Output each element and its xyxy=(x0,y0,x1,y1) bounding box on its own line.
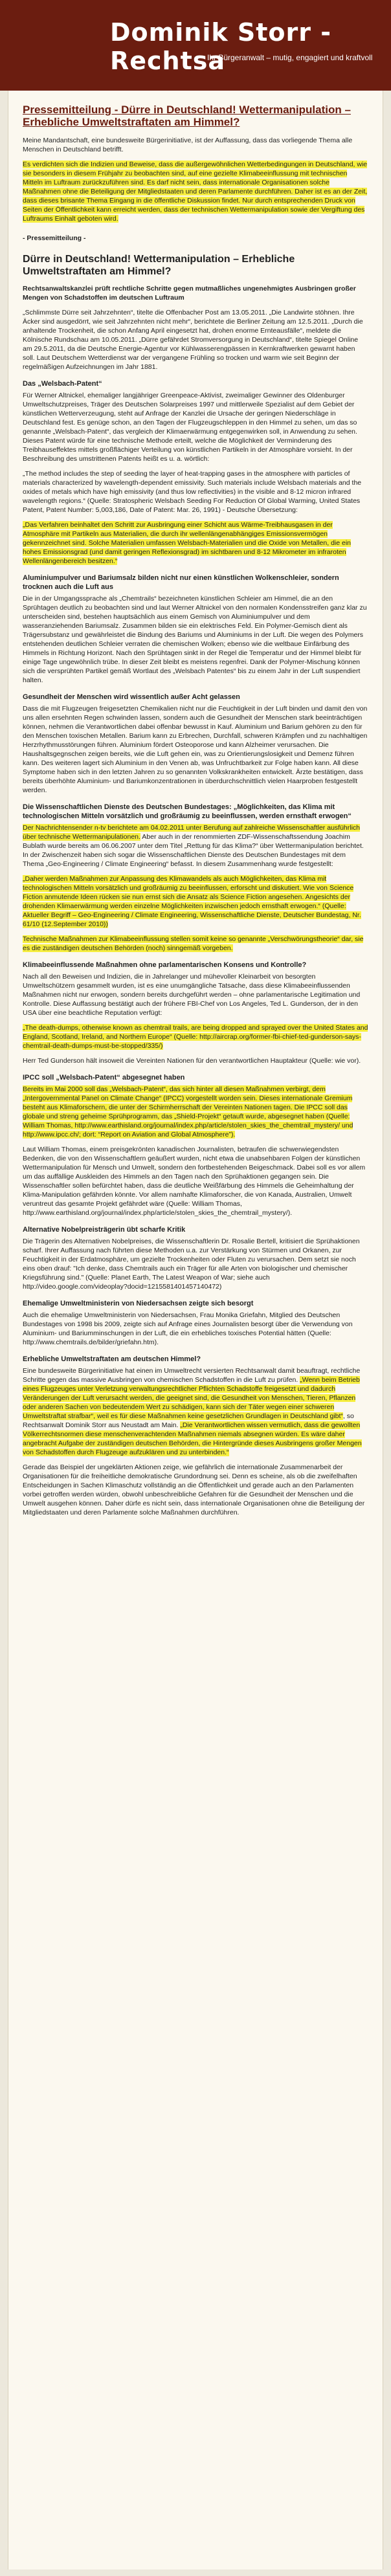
site-subtitle: Ihr Bürgeranwalt – mutig, engagiert und kraftvoll xyxy=(207,53,373,62)
paragraph-3: „The method includes the step of seeding the layer of heat-trapping gases in the atmosphere with particles of materials characterized by wavelength-dependent emissivity. Such materials include Welsbach materials and the oxides of metals which have high emissivity (and thus low reflectivities) in the visible and 8-12 micron infrared wavelength regions.“ (Quelle: Stratospheric Welsbach Seeding For Reduction Of Global Warming, United States Patent, Patent Number: 5,003,186, Date of Patent: Mar. 26, 1991) - Deutsche Übersetzung: xyxy=(23,470,362,514)
paragraph-15: Auch die ehemalige Umweltministerin von Niedersachsen, Frau Monika Griefahn, Mitglied des Deutschen Bundestages von 1998 bis 2009, zeigte sich auf Anfrage eines Journalisten besorgt über die Verwendung von Aluminium- und Bariumminschungen in der Luft, die ein erhebliches toxisches Potential hätten (Quelle: http://www.chemtrails.de/bilder/griefahn.htm). xyxy=(23,1311,353,1346)
heading-klimabeeinflussung: Klimabeeinflussende Maßnahmen ohne parlamentarischen Konsens und Kontrolle? xyxy=(23,961,307,969)
paragraph-8-highlight: Technische Maßnahmen zur Klimabeeinflussung stellen somit keine so genannte „Verschwörungstheorie“ dar, sie es die zuständigen deutschen Behörden (noch) sinngemäß vorgeben. xyxy=(23,935,364,952)
heading-ipcc: IPCC soll „Welsbach-Patent“ abgesegnet haben xyxy=(23,1074,185,1082)
heading-umweltstraftaten: Erhebliche Umweltstraftaten am deutschen Himmel? xyxy=(23,1355,201,1363)
paragraph-13: Laut William Thomas, einem preisgekrönten kanadischen Journalisten, betraufen die schwerwiegendsten Bedenken, die von den Wissenschaftlern geäußert wurden, nicht etwa die unabsehbaren Folgen der künstlichen Wettermanipulation für Mensch und Umwelt, sondern den fortbestehenden Beigeschmack. Dabei soll es vor allem um das auffällige Auskleiden des Himmels an den Tagen nach den Sprühaktionen gegangen sein. Die Wissenschaftler sollen befürchtet haben, dass die deutliche Weißfärbung des Himmels die Geheimhaltung der Klima-Manipulation gefährden könnte. Vor allem namhafte Klimaforscher, die von Kanada, Australien, Umwelt veruntreut das gesamte Projekt gefährdet wäre (Quelle: William Thomas, http://www.earthisland.org/journal/index.php/article/stolen_skies_the_chemtrail_mystery/). xyxy=(23,1146,366,1217)
intro-highlight xyxy=(23,160,368,223)
paragraph-5: Dass die mit Flugzeugen freigesetzten Chemikalien nicht nur die Feuchtigkeit in der Luft binden und damit den von uns allen ersehnten Regen schwinden lassen, sondern auch die Gesundheit der Menschen stark beeinträchtigen können, nehmen die Verantwortlichen dabei offenbar bewusst in Kauf. Aluminium und Barium gehören zu den für den Menschen toxischen Metallen. Barium kann zu Erbrechen, Durchfall, schweren Krämpfen und zu nachhaltigen Herzrhythmusstörungen führen. Aluminium fördert Osteoporose und kann Alzheimer verursachen. Die Haushaltsgegnschen zeigen bereits, wie die Luft gehen ein, was zu Orientierungslosigkeit und Demenz führen kann. Des weiteren lagert sich Aluminium in den Venen ab, was Unfruchtbarkeit zur Folge haben kann. All diese Symptome haben sich in den letzten Jahren zu so genannten Volkskrankheiten entwickelt. Ärzte bestätigen, dass bereits überhöhte Aluminium- und Bariumkonzentrationen in überdurchschnittlich vielen Haarproben festgestellt werden. xyxy=(23,705,368,794)
press-title: Dürre in Deutschland! Wettermanipulation – Erhebliche Umweltstraftaten am Himmel? xyxy=(23,254,295,277)
paragraph-6: Aber auch in der renommierten ZDF-Wissenschaftssendung Joachim Bublath wurde bereits am 06.06.2007 unter dem Titel „Rettung für das Klima?“ über Wettermanipulation berichtet. In der Zwischenzeit haben sich sogar die Wissenschaftlichen Dienste des Deutschen Bundestages mit dem Thema „Geo-Engineering / Climate Engineering“ befasst. In diesem Zusammenhang wurde festgestellt: xyxy=(23,833,364,868)
article-headline[interactable]: Pressemitteilung - Dürre in Deutschland! Wettermanipulation – Erhebliche Umweltstraftaten am Himmel? xyxy=(23,104,351,128)
article xyxy=(8,91,383,1536)
paragraph-1: „Schlimmste Dürre seit Jahrzehnten“, titelte die Offenbacher Post am 13.05.2011. „Die Landwirte stöhnen. Ihre Äcker sind ausgedörrt, wie seit Jahrzehnten nicht mehr“, berichtete die Berliner Zeitung am 12.5.2011. „Durch die anhaltende Trockenheit, die schon Anfang April eingesetzt hat, drohen enorme Ernteausfälle“, meldete die Kölnische Rundschau am 10.05.2011. „Dürre gefährdet Stromversorgung in Deutschland“, titelte Spiegel Online am 29.5.2011, da die Deutsche Energie-Agentur vor Kühlwasserengpässen in Kernkraftwerken gewarnt haben soll. Laut Deutschem Wetterdienst war der vergangene Frühling so trocken und warm wie seit Beginn der regelmäßigen Aufzeichnungen im Jahr 1881. xyxy=(23,309,363,371)
paragraph-18: Gerade das Beispiel der ungeklärten Aktionen zeige, wie gefährlich die internationale Zusammenarbeit der Organisationen für die freiheitliche demokratische Grundordnung sei. Denn es scheine, als ob die zweifelhaften Entscheidungen in Sachen Klimaschutz vollständig an die Öffentlichkeit und gerade auch an den Parlamenten vorbei getroffen werden würden, obwohl unbeschreibliche Gefahren für die Gesundheit der Menschen und die Umwelt ausgehen können. Daher dürfe es nicht sein, dass internationale Organisationen ohne die Beteiligung der Mitgliedstaaten und deren Parlamente solche Maßnahmen durchführen. xyxy=(23,1463,365,1516)
paragraph-17-highlight: „Die Verantwortlichen wissen vermutlich, dass die gewollten Völkerrechtsnormen diese menschenverachtenden Maßnahmen niemals absegnen würden. Es wäre daher angebracht Aufgabe der zuständigen deutschen Behörden, die Hintergründe dieses Ausbringens großer Mengen von Schadstoffen durch Flugzeuge aufzuklären und zu unterbinden.“ xyxy=(23,1421,362,1456)
site-header xyxy=(0,0,391,91)
paragraph-4: Die in der Umgangssprache als „Chemtrails“ bezeichneten künstlichen Schleier am Himmel, die an den Sprühtagen deutlich zu beobachten sind und laut Werner Altnickel von den normalen Kondensstreifen ganz klar zu unterscheiden sind, bestehen hauptsächlich aus einem Gemisch von Aluminiumpulver und dem wasseranziehenden Bariumsalz. Zusammen bilden sie ein elektrisches Feld. Ein Polymer-Gemisch dient als Trägersubstanz und gewährleistet die Bindung des Bariums und Aluminiums in der Luft. Die wegen des Polymers entstehenden deutlichen Schleier verraten die chemischen Wolken; ebenso wie die weltbaue Einfärbung des Himmels in Richtung Horizont. Nach den Sprühtagen sinkt in der Regel die Temperatur und der Himmel bleibt für einige Tage ungewöhnlich trübe. In dieser Zeit bleibt es meistens regenfrei. Dank der Polymer-Mischung können sich die versprühten Partikel gemäß Wortlaut des „Welsbach Patentes“ bis zu einem Jahr in der Luft suspendiert halten. xyxy=(23,595,367,684)
heading-welsbach: Das „Welsbach-Patent“ xyxy=(23,380,102,388)
paragraph-2: Für Werner Altnickel, ehemaliger langjähriger Greenpeace-Aktivist, zweimaliger Gewinner des Oldenburger Umweltschutzpreises, Träger des Deutschen Solarpreises 1997 und mittlerweile Spezialist auf dem Gebiet der künstlichen Wetterverzeugung, steht auf Anfrage der Kanzlei die Ursache der geringen Niederschläge in Deutschland fest. Es genüge schon, an den Tagen der Flugzeugschleppen in den Himmel zu sehen, um das so genannte „Welsbach-Patent“, das vergleich der Klimaerwärmung entgegenwirken soll, in Anwendung zu sehen. Dieses Patent würde für eine technische Methode erteilt, welche die Möglichkeit der Verminderung des Treibhauseffektes mittels großflächiger Verteilung von künstlichen Partikeln in der Atmosphäre vorsieht. In der Beschreibung des umstrittenen Patents heißt es u. a. wörtlich: xyxy=(23,392,357,463)
paragraph-14: Die Trägerin des Alternativen Nobelpreises, die Wissenschaftlerin Dr. Rosalie Bertell, kritisiert die Sprühaktionen scharf. Ihrer Auffassung nach führten diese Methoden u.a. zur Verstärkung von Stürmen und Orkanen, zur Feuchtigkeit in der Erdatmosphäre, um gezielte Trockenheiten oder Fluten zu verursachen. Dem setzt sie noch eins oben drauf: "Ich denke, dass Chemtrails auch ein Träger für alle Arten von biologischer und chemischer Kriegsführung sind." (Quelle: Planet Earth, The Latest Weapon of War; siehe auch http://video.google.com/videoplay?docid=1215581401457140472) xyxy=(23,1238,360,1291)
paragraph-16: Eine bundesweite Bürgerinitiative hat einen im Umweltrecht versierten Rechtsanwalt damit beauftragt, rechtliche Schritte gegen das massive Ausbringen von chemischen Schadstoffen in die Luft zu prüfen. xyxy=(23,1367,361,1384)
intro-highlight-text: Es verdichten sich die Indizien und Beweise, dass die außergewöhnlichen Wetterbedingungen in Deutschland, wie sie besonders in diesem Frühjahr zu beobachten sind, auf eine gezielte Klimabeeinflussung mit technischen Mitteln im Luftraum zurückzuführen sind. Es darf nicht sein, dass internationale Organisationen solche Maßnahmen ohne die Beteiligung der Mitgliedstaaten und deren Parlamente durchführen. Daher ist es an der Zeit, dass dieses brisante Thema Eingang in die öffentliche Diskussion findet. Nur durch entsprechenden Druck von Seiten der Öffentlichkeit kann erreicht werden, dass der technischen Wettermanipulation sowie der Vergiftung des Luftraums Einhalt geboten wird. xyxy=(23,161,368,223)
paragraph-12-highlight: Bereits im Mai 2000 soll das „Welsbach-Patent“, das sich hinter all diesen Maßnahmen verbirgt, dem „Intergovernmental Panel on Climate Change“ (IPCC) vorgestellt worden sein. Dieses internationale Gremium besteht aus Klimaforschern, die unter der Schirmherrschaft der Vereinten Nationen tagen. Die IPCC soll das globale und streng geheime Sprühprogramm, das „Shield-Projekt“ getauft wurde, abgesegnet haben (Quelle: William Thomas, http://www.earthisland.org/journal/index.php/article/stolen_skies_the_chemtrail_mystery/ und http://www.ipcc.ch/; dort: “Report on Aviation and Global Atmosphere”). xyxy=(23,1085,353,1138)
intro-paragraph: Meine Mandantschaft, eine bundesweite Bürgerinitiative, ist der Auffassung, dass das vorliegende Thema alle Menschen in Deutschland betrifft. xyxy=(23,137,353,153)
heading-aluminium: Aluminiumpulver und Bariumsalz bilden nicht nur einen künstlichen Wolkenschleier, sondern trocknen auch die Luft aus xyxy=(23,574,339,591)
paragraph-17: , so Rechtsanwalt Dominik Storr aus Neustadt am Main. xyxy=(23,1412,354,1429)
paragraph-9: Nach all den Beweisen und Indizien, die in Jahrelanger und mühevoller Kleinarbeit von besorgten Umweltschützern gesammelt wurden, ist es eine unumgängliche Tatsache, dass diese Klimabeeinflussenden Maßnahmen nicht nur erwogen, sondern bereits durchgeführt werden – ohne parlamentarische Legitimation und Kontrolle. Diese Auffassung bestätigt auch der frühere FBI-Chef von Los Angeles, Ted L. Gunderson, der in den USA über eine beachtliche Reputation verfügt: xyxy=(23,973,361,1017)
paragraph-6-highlight: Der Nachrichtensender n-tv berichtete am 04.02.2011 unter Berufung auf zahlreiche Wissenschaftler ausführlich über technische Wettermanipulationen. xyxy=(23,824,361,841)
page-container xyxy=(8,91,383,2570)
heading-wissenschaftliche-dienste: Die Wissenschaftlichen Dienste des Deutschen Bundestages: „Möglichkeiten, das Klima mit technologischen Mitteln vorsätzlich und großräumig zu beeinflussen, werden ernsthaft erwogen“ xyxy=(23,803,352,820)
heading-umweltministerin: Ehemalige Umweltministerin von Niedersachsen zeigte sich besorgt xyxy=(23,1300,254,1307)
press-lead: Rechtsanwaltskanzlei prüft rechtliche Schritte gegen mutmaßliches ungenehmigtes Ausbringen großer Mengen von Schadstoffen im deutschen Luftraum xyxy=(23,285,356,302)
heading-gesundheit: Gesundheit der Menschen wird wissentlich außer Acht gelassen xyxy=(23,693,240,701)
press-separator: - Pressemitteilung - xyxy=(23,234,86,242)
paragraph-11: Herr Ted Gunderson hält insoweit die Vereinten Nationen für den verantwortlichen Hauptakteur (Quelle: wie vor). xyxy=(23,1057,361,1065)
site-title[interactable]: Dominik Storr - Rechtsa xyxy=(110,18,331,75)
paragraph-10-quote: „The death-dumps, otherwise known as chemtrail trails, are being dropped and sprayed over the United States and England, Scotland, Ireland, and Northern Europe“ (Quelle: http://aircrap.org/former-fbi-chief-ted-gunderson-says-chemtrail-death-dumps-must-be-stopped/335/) xyxy=(23,1024,368,1050)
heading-nobelpreis: Alternative Nobelpreisträgerin übt scharfe Kritik xyxy=(23,1226,186,1234)
paragraph-16-highlight: „Wenn beim Betrieb eines Flugzeuges unter Verletzung verwaltungsrechtlicher Pflichten Schadstoffe freigesetzt und dadurch Veränderungen der Luft verursacht werden, die geeignet sind, die Gesundheit von Menschen, Tieren, Pflanzen oder anderen Sachen von bedeutendem Wert zu schädigen, kann sich der Täter wegen einer schweren Umweltstraftat strafbar“, weil es für diese Maßnahmen keine gesetzlichen Grundlagen in Deutschland gibt“ xyxy=(23,1376,360,1420)
paragraph-3-translation: „Das Verfahren beinhaltet den Schritt zur Ausbringung einer Schicht aus Wärme-Treibhausgasen in der Atmosphäre mit Partikeln aus Materialien, die durch ihr wellenlängenabhängiges Emissionsvermögen gekennzeichnet sind. Solche Materialien umfassen Welsbach-Materialien und die Oxide von Metallen, die ein hohes Emissionsgrad (und damit geringen Reflexionsgrad) im sichtbaren und 8-12 Mikrometer im infraroten Wellenlängenbereich besitzen.“ xyxy=(23,521,352,565)
paragraph-7-quote: „Daher werden Maßnahmen zur Anpassung des Klimawandels als auch Möglichkeiten, das Klima mit technologischen Mitteln vorsätzlich und großräumig zu beeinflussen, erforscht und diskutiert. Wie von Science Fiction anmutende Ideen rücken sie nun ernst sich die Ansatz als Science Fiction angesehen. Angesichts der drohenden Klimaerwärmung werden einzelne Möglichkeiten inzwischen jedoch ernsthaft erwogen.“ (Quelle: Aktueller Begriff – Geo-Engineering / Climate Engineering, Wissenschaftliche Dienste, Deutscher Bundestag, Nr. 61/10 (12.September 2010)) xyxy=(23,875,361,928)
